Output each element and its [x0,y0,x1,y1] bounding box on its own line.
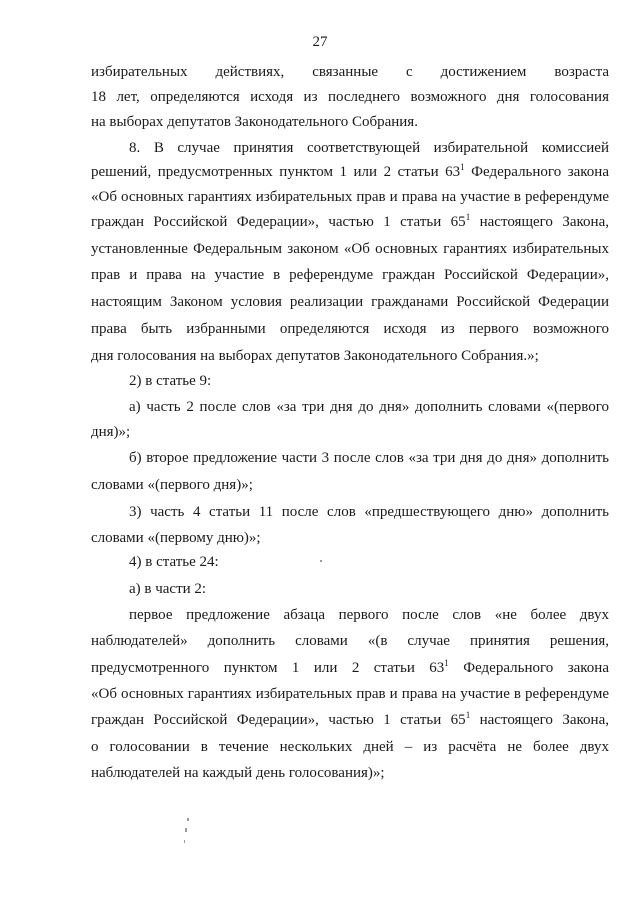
footnote-sup: 1 [465,710,471,720]
text-line: настоящим Законом условия реализации гражданами Российской Федерации [91,294,609,310]
scan-speck [187,818,189,821]
text-line: «Об основных гарантиях избирательных прав и права на участие в референдуме [91,686,609,702]
text-line: б) второе предложение части 3 после слов «за три дня до дня» дополнить [129,450,609,466]
subitem-a-heading: а) в части 2: [129,581,207,597]
item-3-line: 3) часть 4 статьи 11 после слов «предшествующего дню» дополнить [129,504,609,520]
text-line: о голосовании в течение нескольких дней – из расчёта не более двух [91,739,609,755]
text-line: граждан Российской Федерации», частью 1 статьи $65^1$ настоящего Закона, [91,212,609,230]
text-line: словами «(первого дня)»; [91,477,253,493]
scan-speck [185,828,187,832]
paragraph-8-first-line: 8. В случае принятия соответствующей избирательной комиссией [129,140,609,156]
text-line: дня голосования на выборах депутатов Законодательного Собрания.»; [91,348,539,364]
text-line: наблюдателей» дополнить словами «(в случае принятия решения, [91,633,609,649]
item-2-heading: 2) в статье 9: [129,373,212,389]
text-line: граждан Российской Федерации», частью 1 статьи $65^1$ настоящего Закона, [91,710,609,728]
text-line: первое предложение абзаца первого после слов «не более двух [129,607,609,623]
text-line: права быть избранными определяются исходя из первого возможного [91,321,609,337]
text-line: избирательных действиях, связанные с достижением возраста [91,64,609,80]
text-line: установленные Федеральным законом «Об основных гарантиях избирательных [91,241,609,257]
text-line: дня)»; [91,424,131,440]
scan-speck [320,560,322,562]
text-line: словами «(первому дню)»; [91,530,261,546]
footnote-sup: 1 [444,658,449,668]
text-line: а) часть 2 после слов «за три дня до дня» дополнить словами «(первого [129,399,609,415]
text-line: прав и права на участие в референдуме граждан Российской Федерации», [91,267,609,283]
page-number: 27 [312,34,328,50]
text-line: наблюдателей на каждый день голосования)»; [91,765,385,781]
item-4-heading: 4) в статье 24: [129,554,219,570]
text-line: 18 лет, определяются исходя из последнего возможного дня голосования [91,89,609,105]
footnote-sup: 1 [465,212,471,222]
text-line: «Об основных гарантиях избирательных прав и права на участие в референдуме [91,189,609,205]
scan-speck [184,840,185,843]
footnote-sup: 1 [460,162,465,172]
text-line: на выборах депутатов Законодательного Собрания. [91,114,418,130]
text-line: решений, предусмотренных пунктом 1 или 2 статьи $63^1$ Федерального закона [91,162,609,180]
text-line: предусмотренного пунктом 1 или 2 статьи $63^1$ Федерального закона [91,658,609,676]
